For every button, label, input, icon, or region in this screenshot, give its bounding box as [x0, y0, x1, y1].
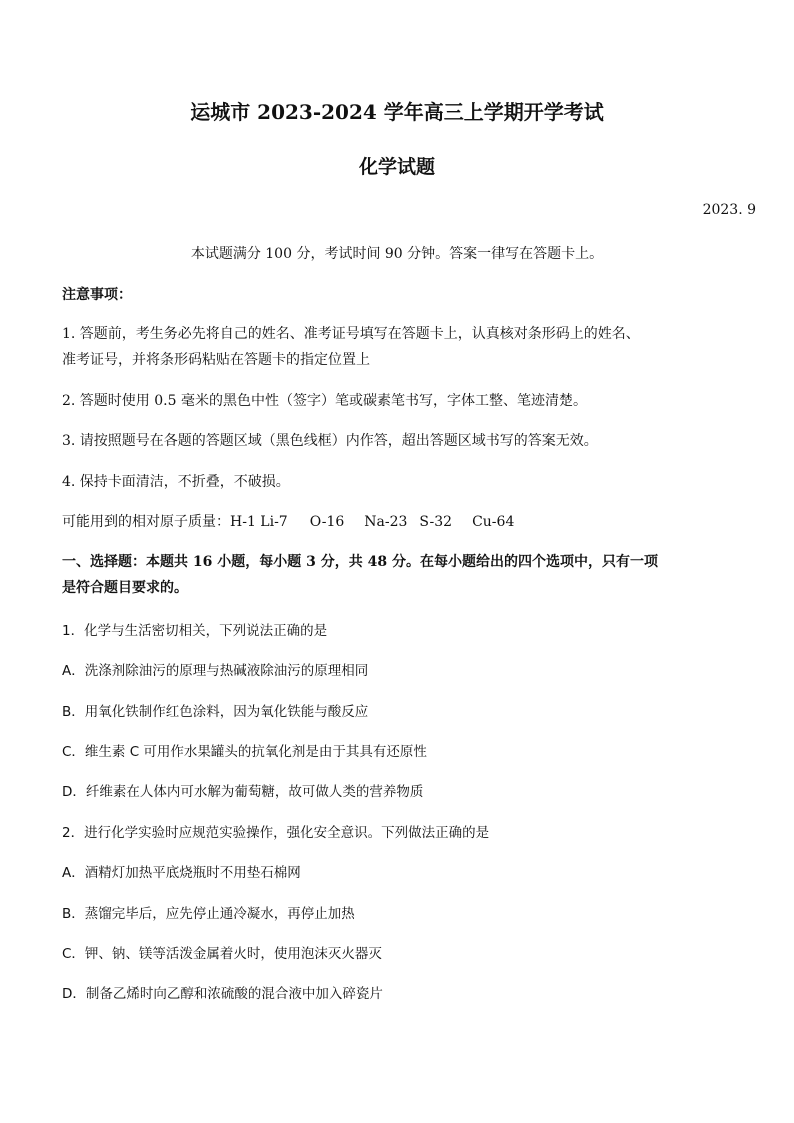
option-b: B．用氧化铁制作红色涂料，因为氧化铁能与酸反应: [62, 704, 369, 720]
notice-heading: 注意事项：: [62, 287, 132, 303]
notice-item: 准考证号，并将条形码粘贴在答题卡的指定位置上: [62, 352, 370, 368]
notice-item: 1. 答题前，考生务必先将自己的姓名、准考证号填写在答题卡上，认真核对条形码上的姓名、: [62, 326, 640, 342]
option-c: C．钾、钠、镁等活泼金属着火时，使用泡沫灭火器灭: [62, 946, 382, 962]
atomic-mass-label: 可能用到的相对原子质量：: [62, 514, 230, 530]
exam-date: 2023. 9: [702, 202, 756, 218]
exam-intro: 本试题满分 100 分，考试时间 90 分钟。答案一律写在答题卡上。: [190, 246, 604, 262]
exam-title: 运城市 2023-2024 学年高三上学期开学考试: [190, 100, 604, 124]
option-c: C．维生素 C 可用作水果罐头的抗氧化剂是由于其具有还原性: [62, 744, 427, 760]
notice-item: 3. 请按照题号在各题的答题区域（黑色线框）内作答，超出答题区域书写的答案无效。: [62, 433, 598, 449]
atomic-mass-item: O-16: [309, 514, 345, 530]
option-d: D．制备乙烯时向乙醇和浓硫酸的混合液中加入碎瓷片: [62, 986, 383, 1002]
section-heading: 一、选择题：本题共 16 小题，每小题 3 分，共 48 分。在每小题给出的四个选项中，只有一项: [62, 554, 658, 570]
option-a: A．酒精灯加热平底烧瓶时不用垫石棉网: [62, 865, 301, 881]
notice-item: 2. 答题时使用 0.5 毫米的黑色中性（签字）笔或碳素笔书写，字体工整、笔迹清楚。: [62, 393, 587, 409]
subject-title: 化学试题: [358, 156, 435, 178]
atomic-mass-item: S-32: [419, 514, 453, 530]
question-stem: 2．进行化学实验时应规范实验操作，强化安全意识。下列做法正确的是: [62, 825, 490, 841]
option-b: B．蒸馏完毕后，应先停止通冷凝水，再停止加热: [62, 906, 355, 922]
section-heading-cont: 是符合题目要求的。: [62, 580, 188, 596]
atomic-mass-line: [62, 511, 732, 531]
atomic-mass-item: H-1 Li-7: [230, 514, 288, 530]
question-stem: 1．化学与生活密切相关，下列说法正确的是: [62, 623, 328, 639]
notice-item: 4. 保持卡面清洁，不折叠，不破损。: [62, 474, 290, 490]
atomic-mass-item: Na-23: [364, 514, 408, 530]
option-a: A．洗涤剂除油污的原理与热碱液除油污的原理相同: [62, 663, 369, 679]
atomic-mass-item: Cu-64: [472, 514, 515, 530]
option-d: D．纤维素在人体内可水解为葡萄糖，故可做人类的营养物质: [62, 784, 424, 800]
